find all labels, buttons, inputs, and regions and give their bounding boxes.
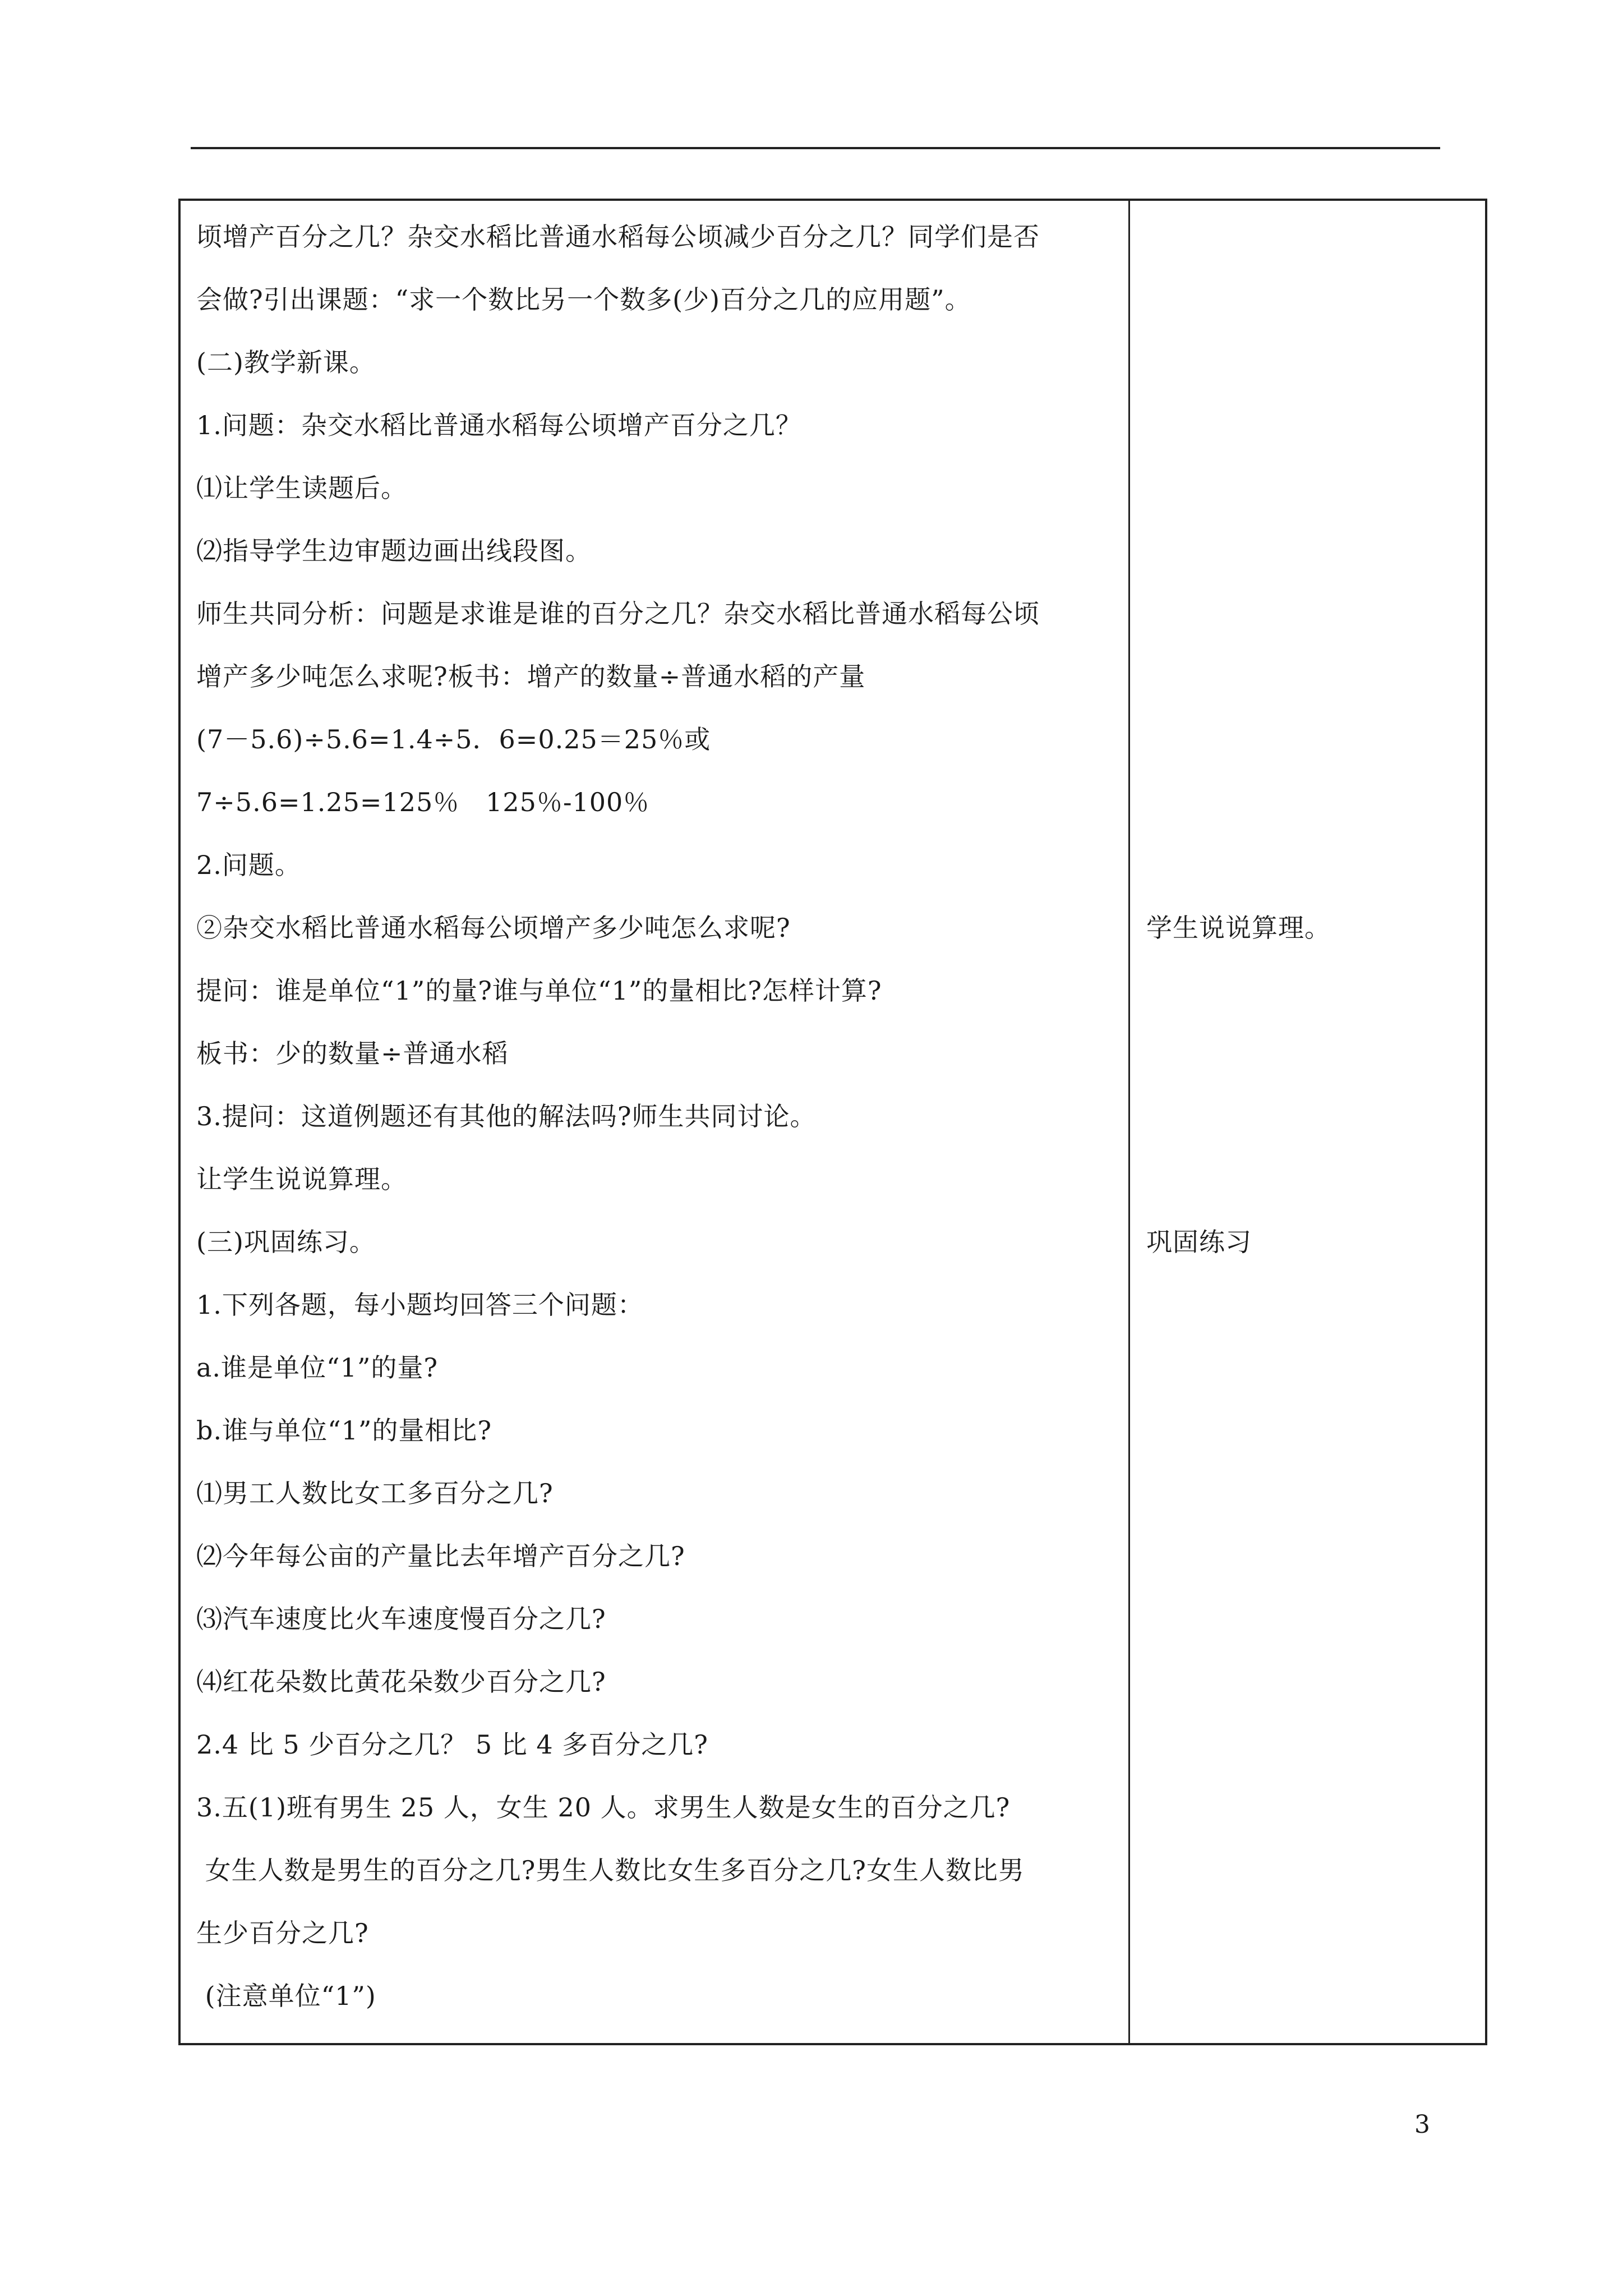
- header-rule: [191, 147, 1440, 149]
- text-line: ②杂交水稻比普通水稻每公顷增产多少吨怎么求呢?: [196, 913, 791, 943]
- text-line: ⑷红花朵数比黄花朵数少百分之几?: [196, 1667, 606, 1697]
- lesson-plan-table: [178, 199, 1487, 2045]
- text-line: 师生共同分析：问题是求谁是谁的百分之几？杂交水稻比普通水稻每公顷: [196, 599, 1040, 629]
- text-line: 会做?引出课题：“求一个数比另一个数多(少)百分之几的应用题”。: [196, 284, 971, 315]
- text-line: 1.下列各题，每小题均回答三个问题：: [196, 1290, 644, 1320]
- formula-line: (7－5.6)÷5.6=1.4÷5．6=0.25＝25％或: [196, 724, 711, 754]
- section-heading: (二)教学新课。: [196, 347, 376, 378]
- text-line: ⑵今年每公亩的产量比去年增产百分之几?: [196, 1541, 685, 1571]
- page-number: 3: [1414, 2110, 1430, 2139]
- text-line: 女生人数是男生的百分之几?男生人数比女生多百分之几?女生人数比男: [196, 1855, 1025, 1885]
- text-line: 3.提问：这道例题还有其他的解法吗?师生共同讨论。: [196, 1101, 817, 1131]
- text-line: 3.五(1)班有男生 25 人，女生 20 人。求男生人数是女生的百分之几?: [196, 1792, 1011, 1823]
- text-line: ⑴让学生读题后。: [196, 473, 407, 503]
- text-line: (注意单位“1”): [196, 1981, 376, 2011]
- side-note: 学生说说算理。: [1146, 913, 1331, 943]
- text-line: 生少百分之几?: [196, 1918, 369, 1948]
- text-line: 让学生说说算理。: [196, 1164, 407, 1194]
- text-line: 板书：少的数量÷普通水稻: [196, 1038, 509, 1069]
- column-divider: [1128, 201, 1130, 2043]
- text-line: 顷增产百分之几？杂交水稻比普通水稻每公顷减少百分之几？同学们是否: [196, 222, 1040, 252]
- side-note: 巩固练习: [1146, 1227, 1252, 1257]
- text-line: ⑶汽车速度比火车速度慢百分之几?: [196, 1604, 606, 1634]
- section-heading: (三)巩固练习。: [196, 1227, 376, 1257]
- text-line: 提问：谁是单位“1”的量?谁与单位“1”的量相比?怎样计算?: [196, 976, 882, 1006]
- text-line: b.谁与单位“1”的量相比?: [196, 1415, 492, 1446]
- formula-line: 7÷5.6=1.25=125％ 125％-100％: [196, 787, 650, 817]
- text-line: 1.问题：杂交水稻比普通水稻每公顷增产百分之几？: [196, 410, 802, 440]
- text-line: 2.问题。: [196, 850, 301, 880]
- text-line: ⑴男工人数比女工多百分之几?: [196, 1478, 554, 1508]
- text-line: 增产多少吨怎么求呢?板书：增产的数量÷普通水稻的产量: [196, 661, 866, 692]
- text-line: ⑵指导学生边审题边画出线段图。: [196, 536, 592, 566]
- text-line: 2.4 比 5 少百分之几？ 5 比 4 多百分之几?: [196, 1729, 708, 1760]
- text-line: a.谁是单位“1”的量?: [196, 1352, 439, 1383]
